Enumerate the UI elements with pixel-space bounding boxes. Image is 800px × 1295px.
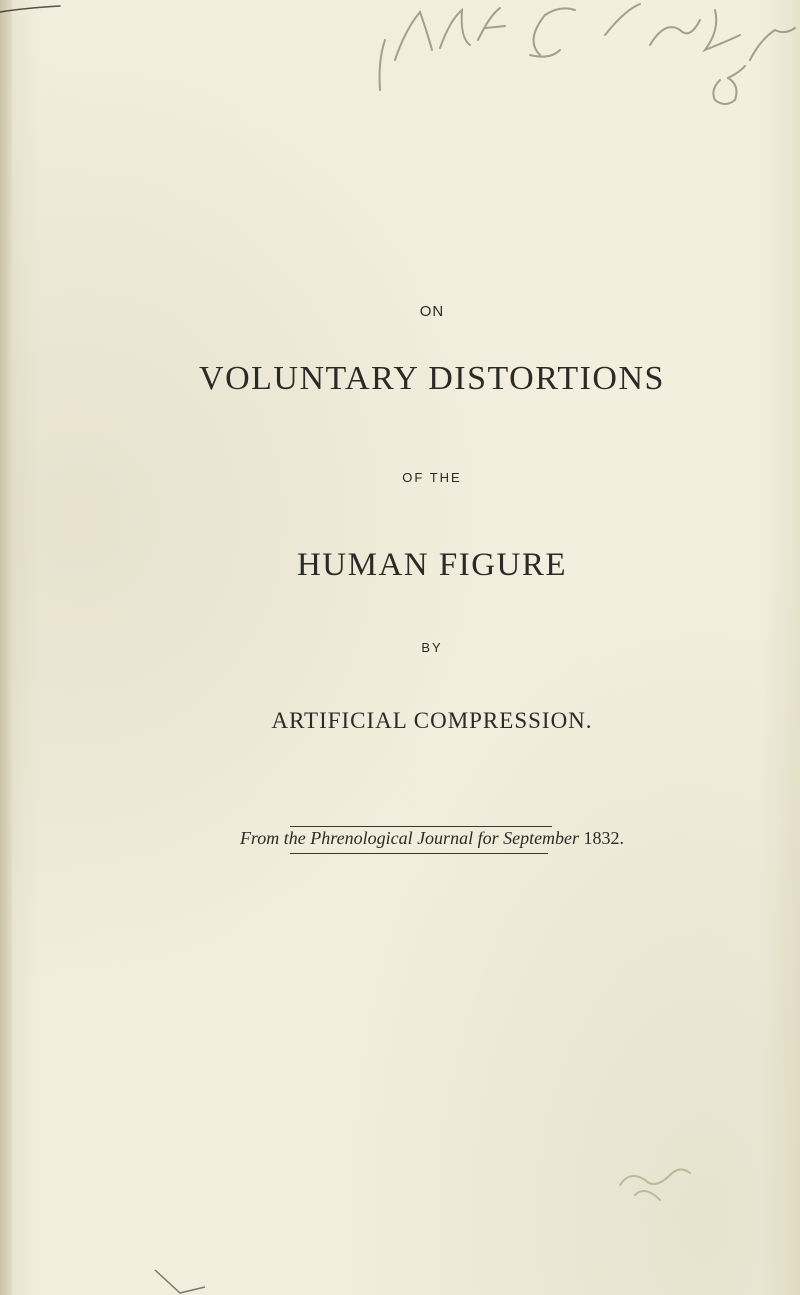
title-line-human-figure: HUMAN FIGURE (296, 547, 568, 583)
title-line-voluntary-distortions: VOLUNTARY DISTORTIONS (199, 360, 665, 397)
source-note-journal: From the Phrenological Journal for September (239, 828, 580, 848)
handwritten-annotation (0, 0, 800, 130)
heading-by: BY (421, 640, 443, 655)
pencil-mark (150, 1265, 210, 1295)
heading-of-the: OF THE (402, 470, 462, 485)
ink-stain (600, 1145, 710, 1215)
heading-on: ON (419, 303, 445, 320)
source-note-year: 1832. (583, 828, 625, 848)
title-line-artificial-compression: ARTIFICIAL COMPRESSION. (271, 708, 593, 733)
source-note (0, 828, 800, 849)
rule-above-source (290, 826, 552, 827)
rule-below-source (290, 853, 548, 854)
